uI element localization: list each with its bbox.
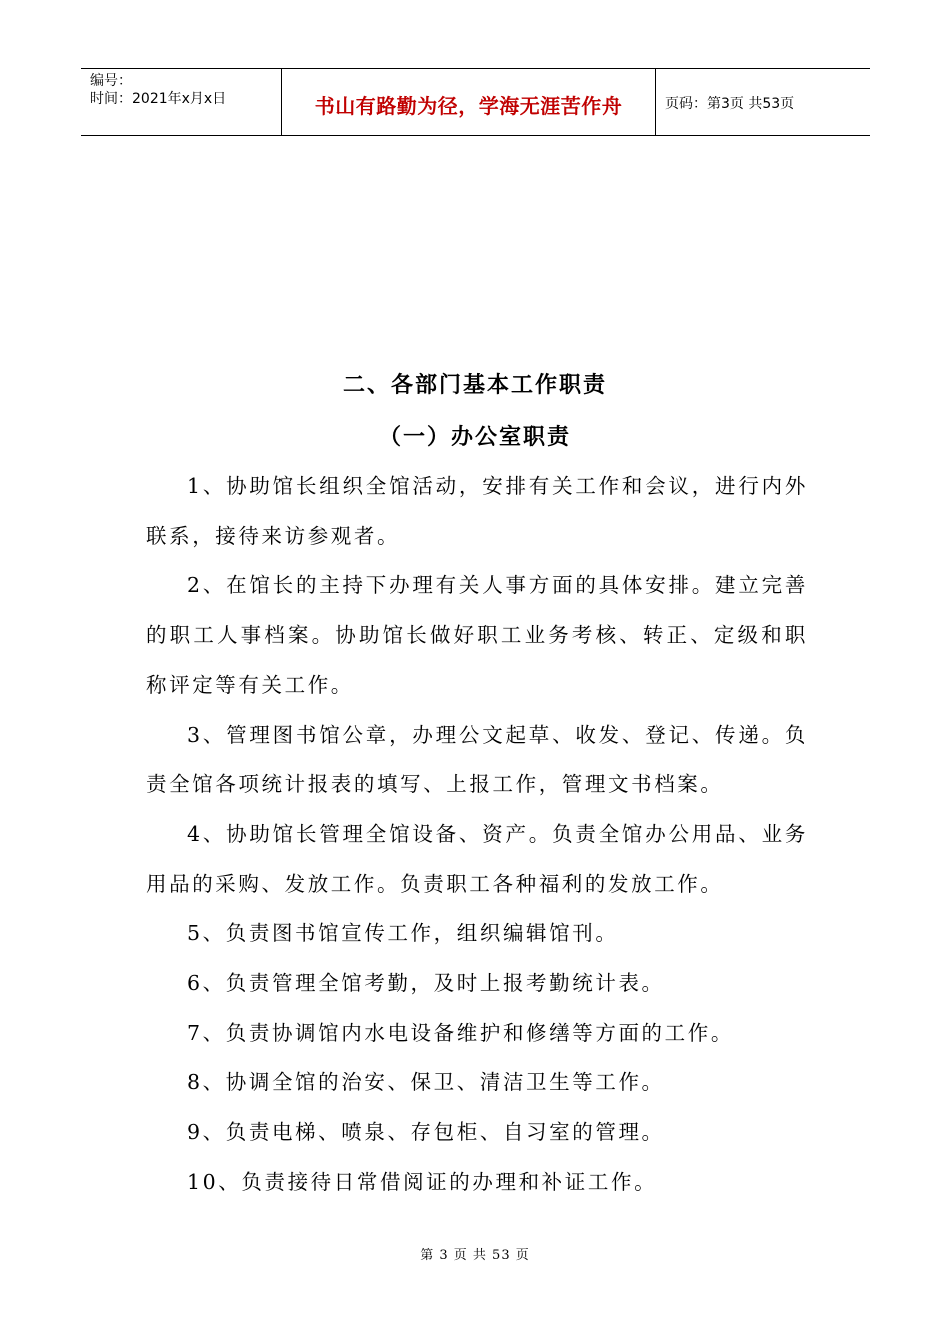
number-label: 编号：	[90, 73, 132, 89]
duty-item: 1、协助馆长组织全馆活动，安排有关工作和会议，进行内外联系，接待来访参观者。	[146, 474, 808, 548]
duty-item: 3、管理图书馆公章，办理公文起草、收发、登记、传递。负责全馆各项统计报表的填写、上报工作，管理文书档案。	[146, 722, 808, 797]
header-page-info: 页码：第3页 共53页	[665, 96, 795, 112]
duty-list	[146, 462, 808, 1208]
section-title: 二、各部门基本工作职责	[342, 373, 607, 398]
duty-item: 7、负责协调馆内水电设备维护和修缮等方面的工作。	[187, 1020, 734, 1045]
page-footer: 第 3 页 共 53 页	[420, 1248, 530, 1263]
time-label: 时间：2021年x月x日	[90, 91, 227, 107]
duty-item: 10、负责接待日常借阅证的办理和补证工作。	[187, 1169, 658, 1194]
header-motto: 书山有路勤为径，学海无涯苦作舟	[314, 93, 623, 118]
subsection-title: （一）办公室职责	[378, 425, 571, 450]
duty-item: 5、负责图书馆宣传工作，组织编辑馆刊。	[187, 921, 619, 946]
duty-item: 2、在馆长的主持下办理有关人事方面的具体安排。建立完善的职工人事档案。协助馆长做好职工业务考核、转正、定级和职称评定等有关工作。	[146, 573, 808, 697]
header-page-cell	[656, 69, 870, 135]
duty-item: 8、协调全馆的治安、保卫、清洁卫生等工作。	[187, 1070, 665, 1095]
duty-item: 9、负责电梯、喷泉、存包柜、自习室的管理。	[187, 1120, 665, 1145]
header-meta	[81, 69, 282, 135]
duty-item: 6、负责管理全馆考勤，及时上报考勤统计表。	[187, 971, 665, 996]
document-header	[81, 68, 870, 136]
header-motto-cell	[282, 69, 656, 135]
duty-item: 4、协助馆长管理全馆设备、资产。负责全馆办公用品、业务用品的采购、发放工作。负责职工各种福利的发放工作。	[146, 821, 808, 896]
